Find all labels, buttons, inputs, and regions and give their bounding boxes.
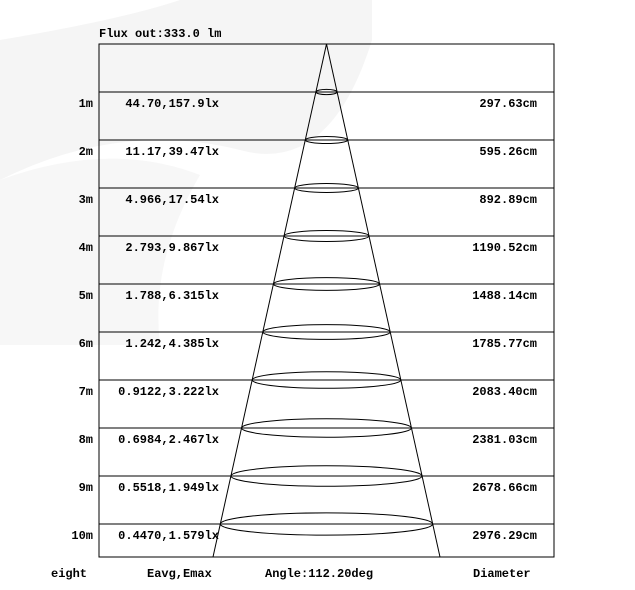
diameter-value: 1488.14cm bbox=[472, 289, 537, 303]
illuminance-value: 0.5518,1.949lx bbox=[118, 481, 219, 495]
distance-label: 8m bbox=[78, 433, 93, 447]
diameter-value: 2381.03cm bbox=[472, 433, 537, 447]
height-label: eight bbox=[51, 567, 88, 581]
diameter-label: Diameter bbox=[473, 567, 531, 581]
beam-edge-right bbox=[327, 44, 441, 557]
illuminance-value: 1.788,6.315lx bbox=[125, 289, 219, 303]
illuminance-value: 11.17,39.47lx bbox=[125, 145, 219, 159]
angle-label: Angle:112.20deg bbox=[265, 567, 374, 581]
diameter-value: 1785.77cm bbox=[472, 337, 537, 351]
illuminance-value: 44.70,157.9lx bbox=[125, 97, 219, 111]
distance-label: 1m bbox=[78, 97, 93, 111]
diameter-value: 297.63cm bbox=[479, 97, 537, 111]
diameter-value: 595.26cm bbox=[479, 145, 537, 159]
diameter-value: 1190.52cm bbox=[472, 241, 537, 255]
distance-label: 6m bbox=[78, 337, 93, 351]
distance-label: 10m bbox=[71, 529, 93, 543]
illuminance-value: 4.966,17.54lx bbox=[125, 193, 219, 207]
distance-label: 9m bbox=[78, 481, 93, 495]
diameter-value: 2678.66cm bbox=[472, 481, 537, 495]
diameter-value: 2083.40cm bbox=[472, 385, 537, 399]
diameter-value: 892.89cm bbox=[479, 193, 537, 207]
distance-label: 3m bbox=[78, 193, 93, 207]
diameter-value: 2976.29cm bbox=[472, 529, 537, 543]
illuminance-value: 0.4470,1.579lx bbox=[118, 529, 219, 543]
flux-out-label: Flux out:333.0 lm bbox=[99, 27, 222, 41]
distance-label: 2m bbox=[78, 145, 93, 159]
illuminance-value: 2.793,9.867lx bbox=[125, 241, 219, 255]
illuminance-value: 0.9122,3.222lx bbox=[118, 385, 219, 399]
distance-label: 4m bbox=[78, 241, 93, 255]
distance-label: 7m bbox=[78, 385, 93, 399]
illuminance-value: 1.242,4.385lx bbox=[125, 337, 219, 351]
values-label: Eavg,Emax bbox=[147, 567, 212, 581]
distance-label: 5m bbox=[78, 289, 93, 303]
illuminance-value: 0.6984,2.467lx bbox=[118, 433, 219, 447]
